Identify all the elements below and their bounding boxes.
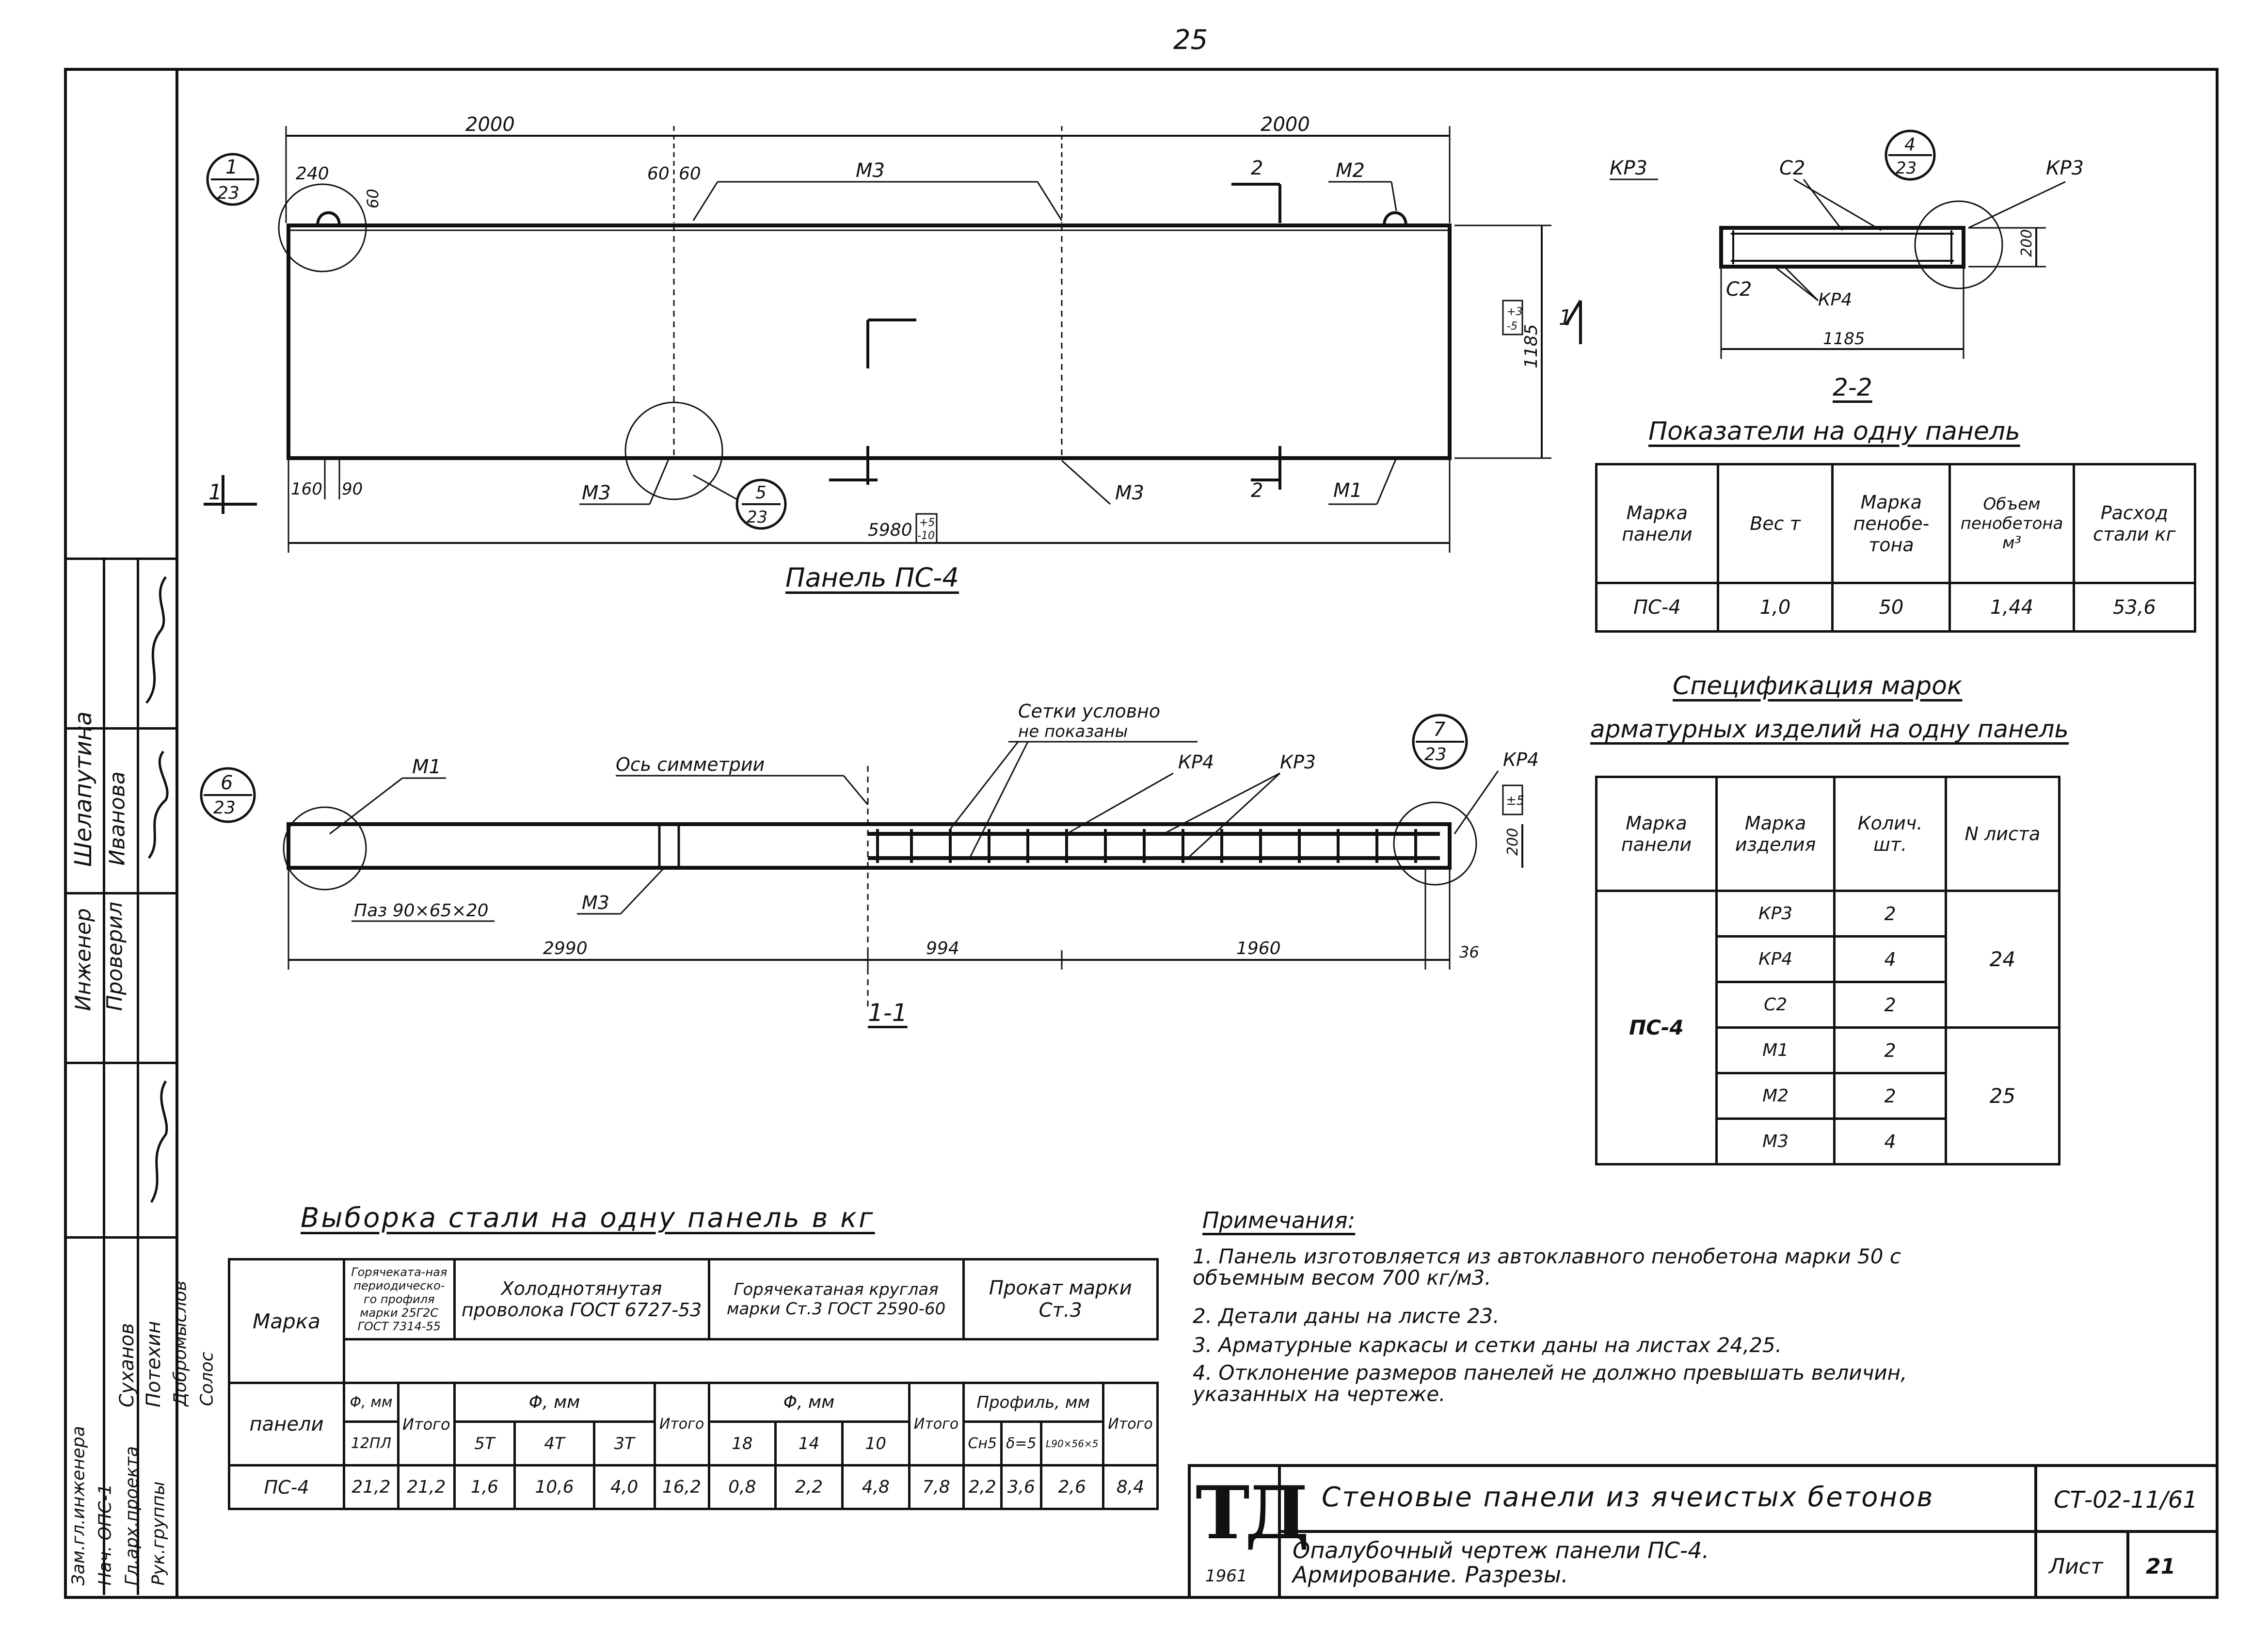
tol-minus5: -5 (1507, 320, 1517, 333)
spec-qty-5: 4 (1835, 1119, 1946, 1164)
steel-h-g4: Прокат марки Ст.3 (963, 1259, 1157, 1339)
ind-v-steel: 53,6 (2074, 583, 2195, 632)
stamp (1188, 1464, 2216, 1596)
steel-v-11: 2,2 (963, 1466, 1002, 1509)
steel-title: Выборка стали на одну панель в кг (301, 1202, 875, 1234)
dim-2000-right: 2000 (1261, 113, 1310, 136)
spec-panel: ПС-4 (1597, 891, 1717, 1164)
label-m3-bottom-left: М3 (582, 482, 611, 504)
steel-sub-4t: 4Т (515, 1422, 594, 1466)
steel-v-6: 16,2 (655, 1466, 709, 1509)
dim-240: 240 (296, 164, 329, 184)
steel-v-2: 21,2 (399, 1466, 455, 1509)
sidebar-name-ivanova: Иванова (105, 771, 130, 866)
tol-minus10: -10 (917, 530, 935, 542)
section-1-1 (194, 688, 1571, 1028)
note-3: 3. Арматурные каркасы и сетки даны на листах 24,25. (1193, 1333, 1782, 1357)
s22-dim-200: 200 (2018, 229, 2035, 257)
steel-v-4: 10,6 (515, 1466, 594, 1509)
label-1-right: 1 (1559, 305, 1572, 330)
sidebar-role-1: Нач. ОПС-1 (95, 1483, 115, 1586)
steel-v-7: 0,8 (709, 1466, 776, 1509)
callout-6-sheet: 23 (213, 798, 236, 818)
sidebar-name-2: Добромыслов (170, 1280, 191, 1406)
label-m1: М1 (1333, 479, 1362, 502)
s11-m3: М3 (582, 892, 609, 913)
indicators-table (1595, 463, 2196, 633)
steel-v-3: 1,6 (454, 1466, 515, 1509)
section-1-1-title: 1-1 (868, 999, 908, 1027)
steel-v-5: 4,0 (594, 1466, 655, 1509)
s22-kr3-right: КР3 (2046, 157, 2084, 179)
spec-item-1: КР4 (1716, 937, 1835, 982)
callout-7-num: 7 (1433, 718, 1446, 741)
dim-5980: 5980 (868, 520, 912, 540)
steel-sub-5t: 5Т (454, 1422, 515, 1466)
label-2-bottom: 2 (1251, 479, 1263, 502)
page-number: 25 (1173, 24, 1208, 56)
callout-5-sheet: 23 (747, 508, 768, 527)
panel-drawing (194, 97, 1590, 621)
steel-v-13: 2,6 (1041, 1466, 1103, 1509)
stamp-year: 1961 (1205, 1566, 1247, 1586)
steel-h-itogo1: Итого (399, 1383, 455, 1466)
label-1-left: 1 (208, 480, 222, 505)
sidebar-role-3: Рук.группы (148, 1481, 169, 1586)
s11-dim-36: 36 (1459, 943, 1479, 961)
dim-90: 90 (342, 479, 363, 499)
label-m3-top: М3 (856, 159, 885, 182)
sidebar-name-shelaputina: Шелапутина (70, 711, 97, 867)
spec-qty-2: 2 (1835, 982, 1946, 1028)
steel-h-itogo2: Итого (655, 1383, 709, 1466)
s11-nets-1: Сетки условно (1018, 701, 1161, 722)
label-2-top: 2 (1251, 157, 1263, 179)
note-4: 4. Отклонение размеров панелей не должно превышать величин, указанных на чертеже. (1193, 1361, 1907, 1406)
steel-h-profile: Профиль, мм (963, 1383, 1103, 1422)
steel-h-panel: панели (229, 1383, 344, 1466)
s22-c2-bottom: С2 (1726, 278, 1752, 301)
tol-plus5: +5 (919, 517, 935, 529)
callout-1-num: 1 (225, 156, 238, 178)
steel-v-12: 3,6 (1002, 1466, 1041, 1509)
steel-h-g3: Горячекатаная круглая марки Ст.3 ГОСТ 2590-60 (709, 1259, 963, 1339)
s11-axis: Ось симметрии (616, 754, 765, 775)
dim-60b: 60 (679, 164, 701, 184)
ind-h-mark: Марка панели (1597, 464, 1718, 583)
steel-sub-10: 10 (842, 1422, 909, 1466)
ind-v-weight: 1,0 (1718, 583, 1833, 632)
ind-h-concrete: Марка пенобе-тона (1833, 464, 1950, 583)
spec-qty-1: 4 (1835, 937, 1946, 982)
steel-sub-18: 18 (709, 1422, 776, 1466)
spec-table (1595, 776, 2060, 1165)
stamp-subtitle-2: Армирование. Разрезы. (1293, 1562, 1568, 1588)
steel-sub-12pl: 12ПЛ (344, 1422, 399, 1466)
steel-h-itogo3: Итого (909, 1383, 963, 1466)
steel-sub-angle: L90×56×5 (1041, 1422, 1103, 1466)
steel-table (228, 1258, 1159, 1510)
note-2: 2. Детали даны на листе 23. (1193, 1304, 1500, 1328)
callout-5-num: 5 (755, 483, 767, 503)
steel-sub-delta: δ=5 (1002, 1422, 1041, 1466)
s11-m1: М1 (412, 756, 441, 778)
steel-v-1: 21,2 (344, 1466, 399, 1509)
dim-1185: 1185 (1521, 324, 1541, 368)
steel-v-8: 2,2 (776, 1466, 843, 1509)
sidebar-role-engineer: Инженер (71, 908, 96, 1011)
s11-kr4-mid: КР4 (1178, 751, 1214, 773)
indicators-title: Показатели на одну панель (1648, 417, 2020, 446)
s11-dim-994: 994 (926, 939, 959, 958)
dim-60a: 60 (647, 164, 670, 184)
spec-h-item: Марка изделия (1716, 777, 1835, 891)
label-m3-bottom-right: М3 (1115, 482, 1144, 504)
steel-v-9: 4,8 (842, 1466, 909, 1509)
spec-h-sheet: N листа (1946, 777, 2059, 891)
note-1: 1. Панель изготовляется из автоклавного пенобетона марки 50 с объемным весом 700 кг/м3. (1193, 1244, 1901, 1290)
s11-kr3: КР3 (1280, 751, 1316, 773)
steel-v-0: ПС-4 (229, 1466, 344, 1509)
sidebar-signatures (64, 558, 217, 1595)
stamp-subtitle-1: Опалубочный чертеж панели ПС-4. (1293, 1537, 1709, 1563)
ind-v-volume: 1,44 (1950, 583, 2074, 632)
steel-h-phi2: Φ, мм (454, 1383, 655, 1422)
panel-title: Панель ПС-4 (785, 562, 959, 593)
steel-h-phi3: Φ, мм (709, 1383, 909, 1422)
dim-160: 160 (291, 479, 322, 499)
sidebar-role-checked: Проверил (102, 901, 128, 1011)
stamp-title: Стеновые панели из ячеистых бетонов (1322, 1482, 1934, 1513)
dim-2000-left: 2000 (465, 113, 515, 136)
spec-qty-4: 2 (1835, 1073, 1946, 1119)
s11-groove: Паз 90×65×20 (354, 901, 489, 921)
tol-plus3: +3 (1507, 306, 1523, 318)
steel-h-itogo4: Итого (1103, 1383, 1158, 1466)
stamp-logo: ТД (1196, 1470, 1305, 1556)
s22-kr4: КР4 (1818, 290, 1853, 310)
dim-60c: 60 (364, 189, 382, 208)
spec-h-qty: Колич. шт. (1835, 777, 1946, 891)
spec-title-1: Спецификация марок (1673, 671, 1963, 701)
steel-sub-sn5: Сн5 (963, 1422, 1002, 1466)
spec-item-0: КР3 (1716, 891, 1835, 937)
spec-h-panel: Марка панели (1597, 777, 1717, 891)
ind-v-concrete: 50 (1833, 583, 1950, 632)
ind-h-volume: Объем пенобетона м³ (1950, 464, 2074, 583)
section-2-2-title: 2-2 (1833, 373, 1872, 401)
spec-sheet-24: 24 (1946, 891, 2059, 1028)
sidebar-name-3: Солос (197, 1352, 217, 1406)
label-m2: М2 (1336, 159, 1365, 182)
s22-kr3-left: КР3 (1610, 157, 1647, 179)
spec-sheet-25: 25 (1946, 1028, 2059, 1164)
steel-h-g2: Холоднотянутая проволока ГОСТ 6727-53 (454, 1259, 709, 1339)
stamp-sheet-label: Лист (2049, 1554, 2103, 1579)
steel-h-mark: Марка (229, 1259, 344, 1383)
s11-kr4-right: КР4 (1503, 749, 1539, 770)
callout-1-sheet: 23 (217, 183, 240, 203)
sidebar-name-0: Суханов (116, 1323, 138, 1407)
stamp-code: СТ-02-11/61 (2054, 1486, 2198, 1514)
callout-7-sheet: 23 (1424, 745, 1447, 765)
spec-item-3: М1 (1716, 1028, 1835, 1073)
spec-item-4: М2 (1716, 1073, 1835, 1119)
callout-6-num: 6 (221, 772, 233, 794)
sidebar-name-1: Потехин (143, 1321, 165, 1407)
s11-dim-2990: 2990 (543, 939, 588, 958)
s22-c2-top: С2 (1779, 157, 1805, 179)
steel-h-phi1: Φ, мм (344, 1383, 399, 1422)
steel-sub-14: 14 (776, 1422, 843, 1466)
steel-sub-3t: 3Т (594, 1422, 655, 1466)
steel-h-g1: Горячеката-ная периодическо-го профиля марки 25Г2С ГОСТ 7314-55 (344, 1259, 455, 1339)
spec-item-5: М3 (1716, 1119, 1835, 1164)
s11-nets-2: не показаны (1018, 722, 1128, 741)
spec-qty-3: 2 (1835, 1028, 1946, 1073)
s11-tol: ±5 (1506, 794, 1525, 808)
ind-v-mark: ПС-4 (1597, 583, 1718, 632)
ind-h-steel: Расход стали кг (2074, 464, 2195, 583)
callout-4-num: 4 (1904, 135, 1916, 155)
sidebar-role-0: Зам.гл.инженера (68, 1426, 89, 1586)
s11-dim-200: 200 (1504, 828, 1521, 856)
section-2-2 (1600, 121, 2109, 393)
s22-dim-1185: 1185 (1823, 329, 1865, 349)
signature-marks (137, 558, 178, 1236)
spec-title-2: арматурных изделий на одну панель (1590, 715, 2069, 743)
steel-v-10: 7,8 (909, 1466, 963, 1509)
ind-h-weight: Вес т (1718, 464, 1833, 583)
sidebar-role-2: Гл.арх.проекта (122, 1446, 142, 1586)
s11-dim-1960: 1960 (1236, 939, 1281, 958)
spec-item-2: С2 (1716, 982, 1835, 1028)
callout-4-sheet: 23 (1896, 159, 1917, 178)
steel-v-14: 8,4 (1103, 1466, 1158, 1509)
spec-qty-0: 2 (1835, 891, 1946, 937)
notes-title: Примечания: (1202, 1207, 1356, 1233)
stamp-sheet-num: 21 (2146, 1554, 2176, 1579)
